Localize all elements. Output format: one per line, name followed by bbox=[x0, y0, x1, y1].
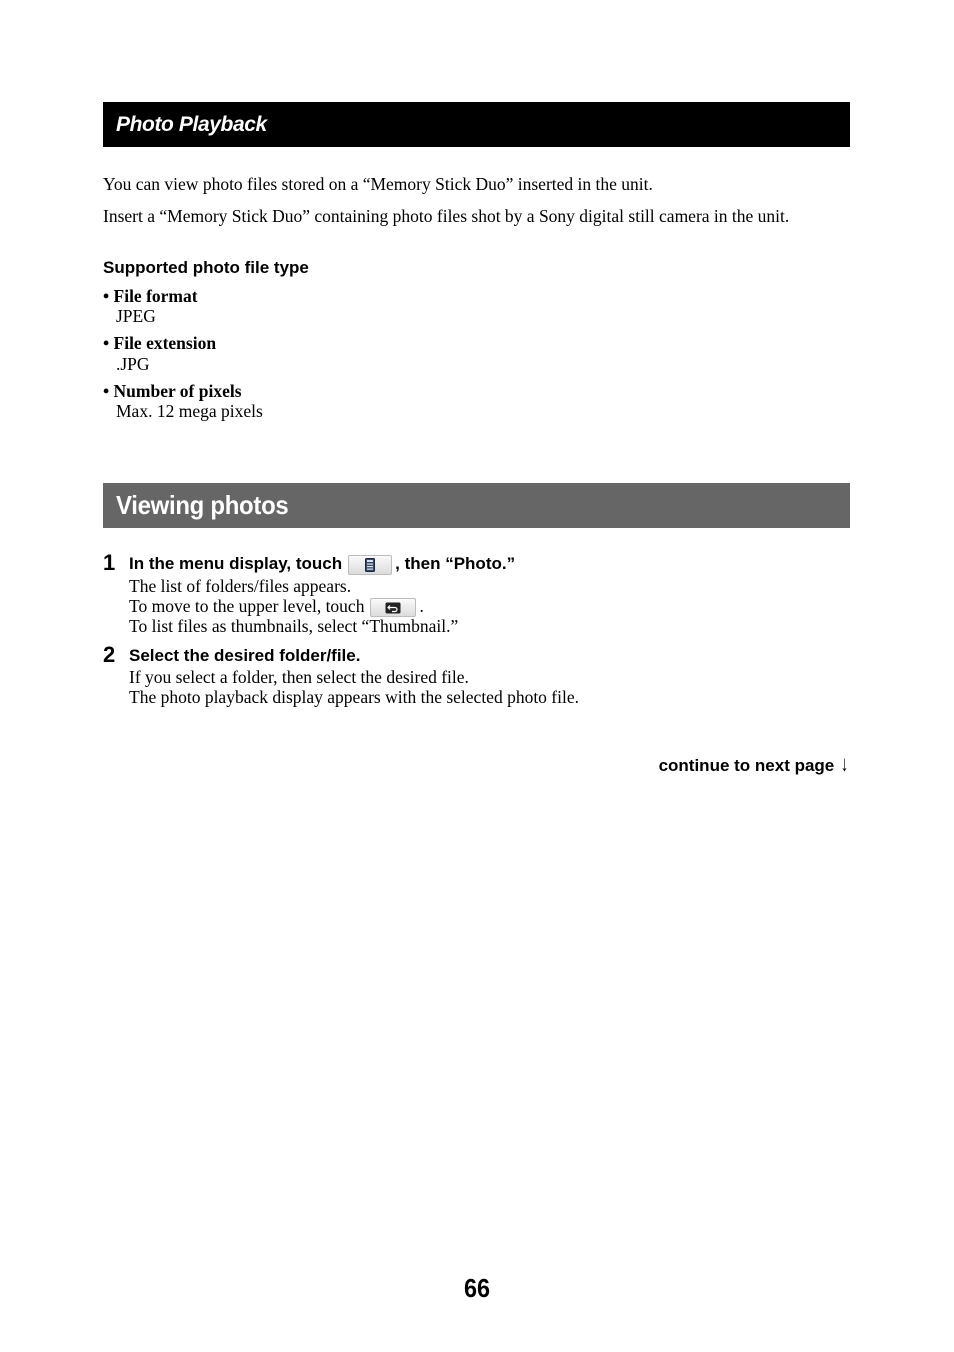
back-icon[interactable] bbox=[370, 598, 416, 617]
continue-text: continue to next page bbox=[658, 756, 835, 775]
step-1-line-2-suffix: . bbox=[419, 596, 424, 616]
section-title: Viewing photos bbox=[116, 490, 289, 520]
arrow-down-icon: ↓ bbox=[840, 751, 849, 776]
supported-file-type-heading: Supported photo file type bbox=[103, 258, 309, 277]
continue-to-next-page bbox=[659, 751, 850, 777]
step-1-heading-suffix: , then “Photo.” bbox=[395, 554, 516, 573]
bullet-number-of-pixels bbox=[103, 381, 242, 402]
step-1-heading-text: In the menu display, touch bbox=[129, 554, 343, 573]
bullet-title: File extension bbox=[113, 333, 217, 353]
step-1-line-2-text: To move to the upper level, touch bbox=[129, 596, 365, 616]
bullet-value: .JPG bbox=[116, 354, 150, 374]
bullet-title: File format bbox=[113, 286, 198, 306]
bullet-file-extension bbox=[103, 333, 216, 354]
bullet-value: JPEG bbox=[116, 306, 156, 326]
bullet-value: Max. 12 mega pixels bbox=[116, 401, 263, 421]
step-2-heading: Select the desired folder/file. bbox=[129, 646, 361, 665]
bullet-marker: • bbox=[103, 286, 114, 306]
section-header-viewing-photos bbox=[103, 483, 850, 528]
menu-icon[interactable] bbox=[348, 555, 392, 575]
section-title: Photo Playback bbox=[116, 112, 267, 136]
step-1-heading bbox=[129, 554, 515, 575]
section-header-photo-playback bbox=[103, 102, 850, 147]
step-1-line-1: The list of folders/files appears. bbox=[129, 576, 352, 596]
intro-paragraph-2: Insert a “Memory Stick Duo” containing photo files shot by a Sony digital still camera in the unit. bbox=[103, 206, 790, 226]
step-2-line-2: The photo playback display appears with the selected photo file. bbox=[129, 687, 580, 707]
bullet-file-format bbox=[103, 286, 198, 307]
bullet-marker: • bbox=[103, 381, 114, 401]
bullet-marker: • bbox=[103, 333, 114, 353]
step-2-line-1: If you select a folder, then select the desired file. bbox=[129, 667, 469, 687]
intro-paragraph-1: You can view photo files stored on a “Memory Stick Duo” inserted in the unit. bbox=[103, 174, 653, 194]
step-number-2: 2 bbox=[103, 642, 116, 667]
bullet-title: Number of pixels bbox=[113, 381, 242, 401]
step-1-line-3: To list files as thumbnails, select “Thumbnail.” bbox=[129, 616, 459, 636]
page-number: 66 bbox=[463, 1273, 491, 1303]
step-1-line-2 bbox=[129, 596, 424, 617]
step-number-1: 1 bbox=[103, 550, 116, 575]
